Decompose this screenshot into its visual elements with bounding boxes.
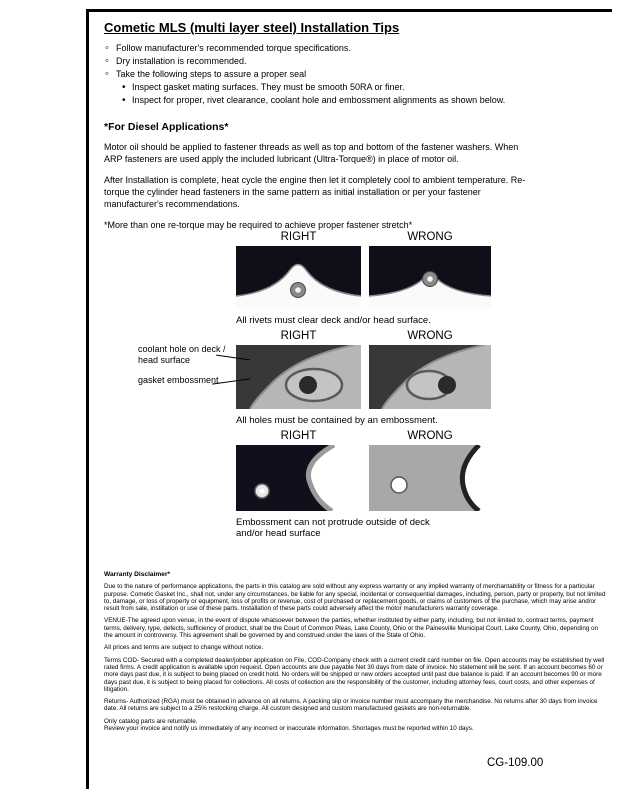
- tips-list: [104, 42, 544, 107]
- legal-paragraph: Returns- Authorized (RGA) must be obtained in advance on all returns. A packing slip or invoice number must accompany the merchandise. No returns after 30 days from invoice date. All returns are subject to a 25% restocking charge. All custom designed and custom manufactured gaskets are non-returnable.: [104, 698, 598, 713]
- legal-paragraph: Terms COD- Secured with a completed dealer/jobber application on File, COD-Company check with a current credit card number on file. Open accounts may be established by well rated firms. A credit application is available upon request. Open accounts are due payable Net 30 days from date of invoice. No statement will be sent. If an account becomes 60 or more days past due, it is subject to being placed on credit hold. No orders will be shipped or new orders accepted until past due balance is paid. If an account becomes 90 or more days past due, it is subject to being placed for collections. All costs of collection are the responsibility of the customer, including attorney fees, court costs, and other expenses of litigation.: [104, 656, 605, 693]
- legal-paragraph: VENUE-The agreed upon venue, in the event of dispute whatsoever between the parties, whether instituted by either party, including, but not limited to, contract terms, payment terms, delivery, type, defects, sufficiency of product, shall be the Court of Common Pleas, Lake County, Ohio or the Painesville Municipal Court, Lake County, Ohio, depending on the amount in controversy. This agreement shall be governed by and construed under the laws of the State of Ohio.: [104, 617, 599, 640]
- diagram-caption: All rivets must clear deck and/or head surface.: [236, 315, 431, 326]
- tip-sub-item: • Inspect gasket mating surfaces. They must be smooth 50RA or finer.: [120, 81, 544, 94]
- legal-paragraph: All prices and terms are subject to change without notice.: [104, 644, 264, 652]
- page-code: CG-109.00: [487, 757, 544, 769]
- page-border-top: [88, 9, 612, 12]
- embossment-wrong-diagram: [369, 345, 491, 409]
- legal-paragraph: Only catalog parts are returnable.: [104, 717, 198, 725]
- diagram-protrusion: [236, 430, 491, 539]
- tip-subgroup: [104, 81, 544, 107]
- legal-paragraph: Review your invoice and notify us immediately of any incorrect or inaccurate information. Shortages must be reported within 10 days.: [104, 725, 474, 733]
- page-border-left: [86, 9, 89, 789]
- protrusion-wrong-diagram: [369, 445, 491, 511]
- diesel-paragraph: Motor oil should be applied to fastener threads as well as top and bottom of the fastener washers. When ARP fasteners are used apply the included lubricant (Ultra-Torque®) in place of motor oil.: [104, 142, 519, 164]
- coolant-hole-label: coolant hole on deck / head surface: [138, 344, 226, 365]
- tip-item: ◦ Take the following steps to assure a proper seal: [104, 68, 544, 81]
- diagram-caption: Embossment can not protrude outside of deck and/or head surface: [236, 517, 430, 539]
- wrong-label: WRONG: [407, 330, 453, 342]
- tip-item: ◦ Dry installation is recommended.: [104, 55, 544, 68]
- gasket-embossment-label: gasket embossment: [138, 375, 219, 385]
- warranty-disclaimer: [104, 571, 606, 732]
- wrong-label: WRONG: [407, 231, 453, 243]
- rivet-wrong-diagram: [369, 246, 491, 309]
- right-label: RIGHT: [280, 231, 317, 243]
- diagram-panels: [236, 345, 506, 409]
- content-column: [104, 20, 544, 240]
- diesel-note: *More than one re-torque may be required to achieve proper fastener stretch*: [104, 220, 413, 230]
- diagram-main: [236, 330, 506, 426]
- legal-paragraph: Due to the nature of performance applications, the parts in this catalog are sold without any express warranty or any implied warranty of merchantability or fitness for a particular purpose. Cometic Gasket Inc., shall not, under any circumstances, be liable for any special, incidental or consequential damages, including, person, party or property, but not limited to, damage, or loss of property or equipment, loss of profits or revenue, cost of purchased or replacement goods, or claims of customers of the purchase, which may arise and/or result from sale, instillation or use of these parts. Installation of these parts could adversely affect the motor manufacturers warranty coverage.: [104, 583, 606, 613]
- diagram-panels: [236, 246, 491, 309]
- diagram-header-row: [236, 231, 491, 243]
- diagram-embossment: [136, 330, 506, 426]
- page-title: Cometic MLS (multi layer steel) Installation Tips: [104, 20, 400, 35]
- diagram-caption: All holes must be contained by an embossment.: [236, 415, 438, 426]
- diagram-rivets: [236, 231, 491, 326]
- right-label: RIGHT: [280, 430, 317, 442]
- embossment-right-diagram: [236, 345, 361, 409]
- right-label: RIGHT: [280, 330, 317, 342]
- tip-sub-item: • Inspect for proper, rivet clearance, coolant hole and embossment alignments as shown below.: [120, 94, 544, 107]
- diesel-paragraph: After Installation is complete, heat cycle the engine then let it completely cool to ambient temperature. Re-torque the cylinder head fasteners in the same pattern as initial installation or per your fastener manufacturer's recommendations.: [104, 175, 526, 209]
- wrong-label: WRONG: [407, 430, 453, 442]
- diagram-header-row: [236, 330, 506, 342]
- diagram-panels: [236, 445, 491, 511]
- diagram-header-row: [236, 430, 491, 442]
- tip-item: ◦ Follow manufacturer's recommended torque specifications.: [104, 42, 544, 55]
- tips-sublist: [120, 81, 544, 107]
- protrusion-right-diagram: [236, 445, 361, 511]
- warranty-heading: Warranty Disclaimer*: [104, 571, 171, 578]
- rivet-right-diagram: [236, 246, 361, 309]
- diesel-heading: *For Diesel Applications*: [104, 121, 229, 133]
